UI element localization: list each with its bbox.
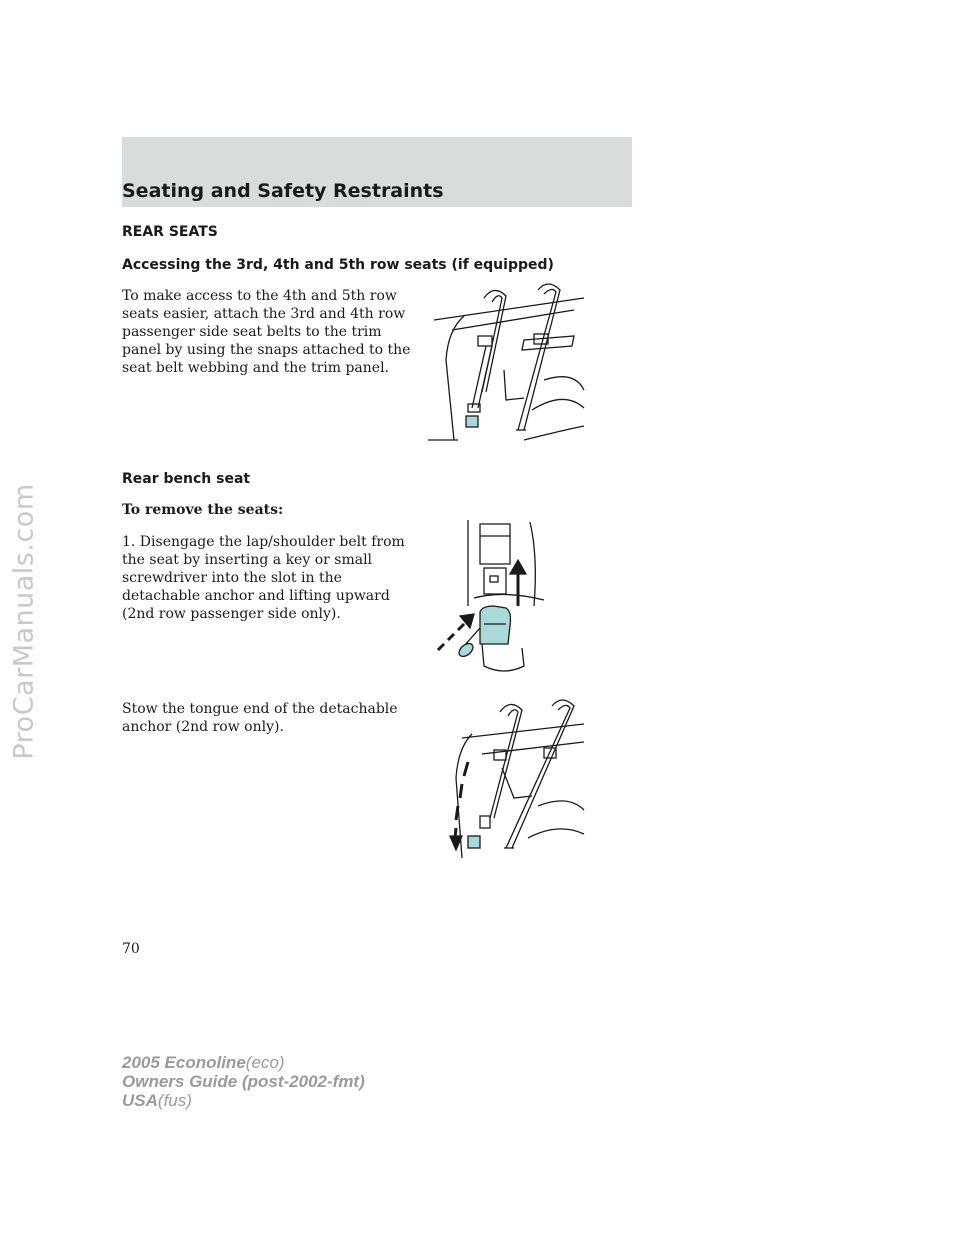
footer-line-1 <box>122 1053 365 1072</box>
stow-paragraph: Stow the tongue end of the detachable anchor (2nd row only). <box>122 701 398 735</box>
header-band <box>122 137 632 207</box>
watermark <box>4 0 44 1242</box>
footer-market-code: (fus) <box>157 1091 192 1110</box>
detachable-anchor-figure <box>434 516 552 678</box>
watermark-text: ProCarManuals.com <box>8 482 40 760</box>
footer-market: USA <box>122 1091 158 1110</box>
stow-tongue-figure <box>448 698 586 860</box>
section-subheading: Accessing the 3rd, 4th and 5th row seats (if equipped) <box>122 257 554 273</box>
page-number: 70 <box>122 941 140 957</box>
bench-heading: Rear bench seat <box>122 471 251 487</box>
section-heading: REAR SEATS <box>122 224 218 240</box>
footer-model-code: (eco) <box>245 1053 285 1072</box>
page-title: Seating and Safety Restraints <box>122 180 444 202</box>
remove-heading: To remove the seats: <box>122 502 284 518</box>
footer-model: 2005 Econoline <box>122 1053 246 1072</box>
footer-line-3 <box>122 1091 365 1110</box>
seatbelt-trim-figure <box>424 280 586 448</box>
access-paragraph: To make access to the 4th and 5th row seats easier, attach the 3rd and 4th row passenger side seat belts to the trim panel by using the snaps attached to the seat belt webbing and the trim panel. <box>122 288 411 376</box>
footer <box>122 1053 365 1110</box>
step-1-paragraph: 1. Disengage the lap/shoulder belt from the seat by inserting a key or small screwdriver into the slot in the detachable anchor and lifting upward (2nd row passenger side only). <box>122 534 405 622</box>
footer-line-2: Owners Guide (post-2002-fmt) <box>122 1072 365 1091</box>
